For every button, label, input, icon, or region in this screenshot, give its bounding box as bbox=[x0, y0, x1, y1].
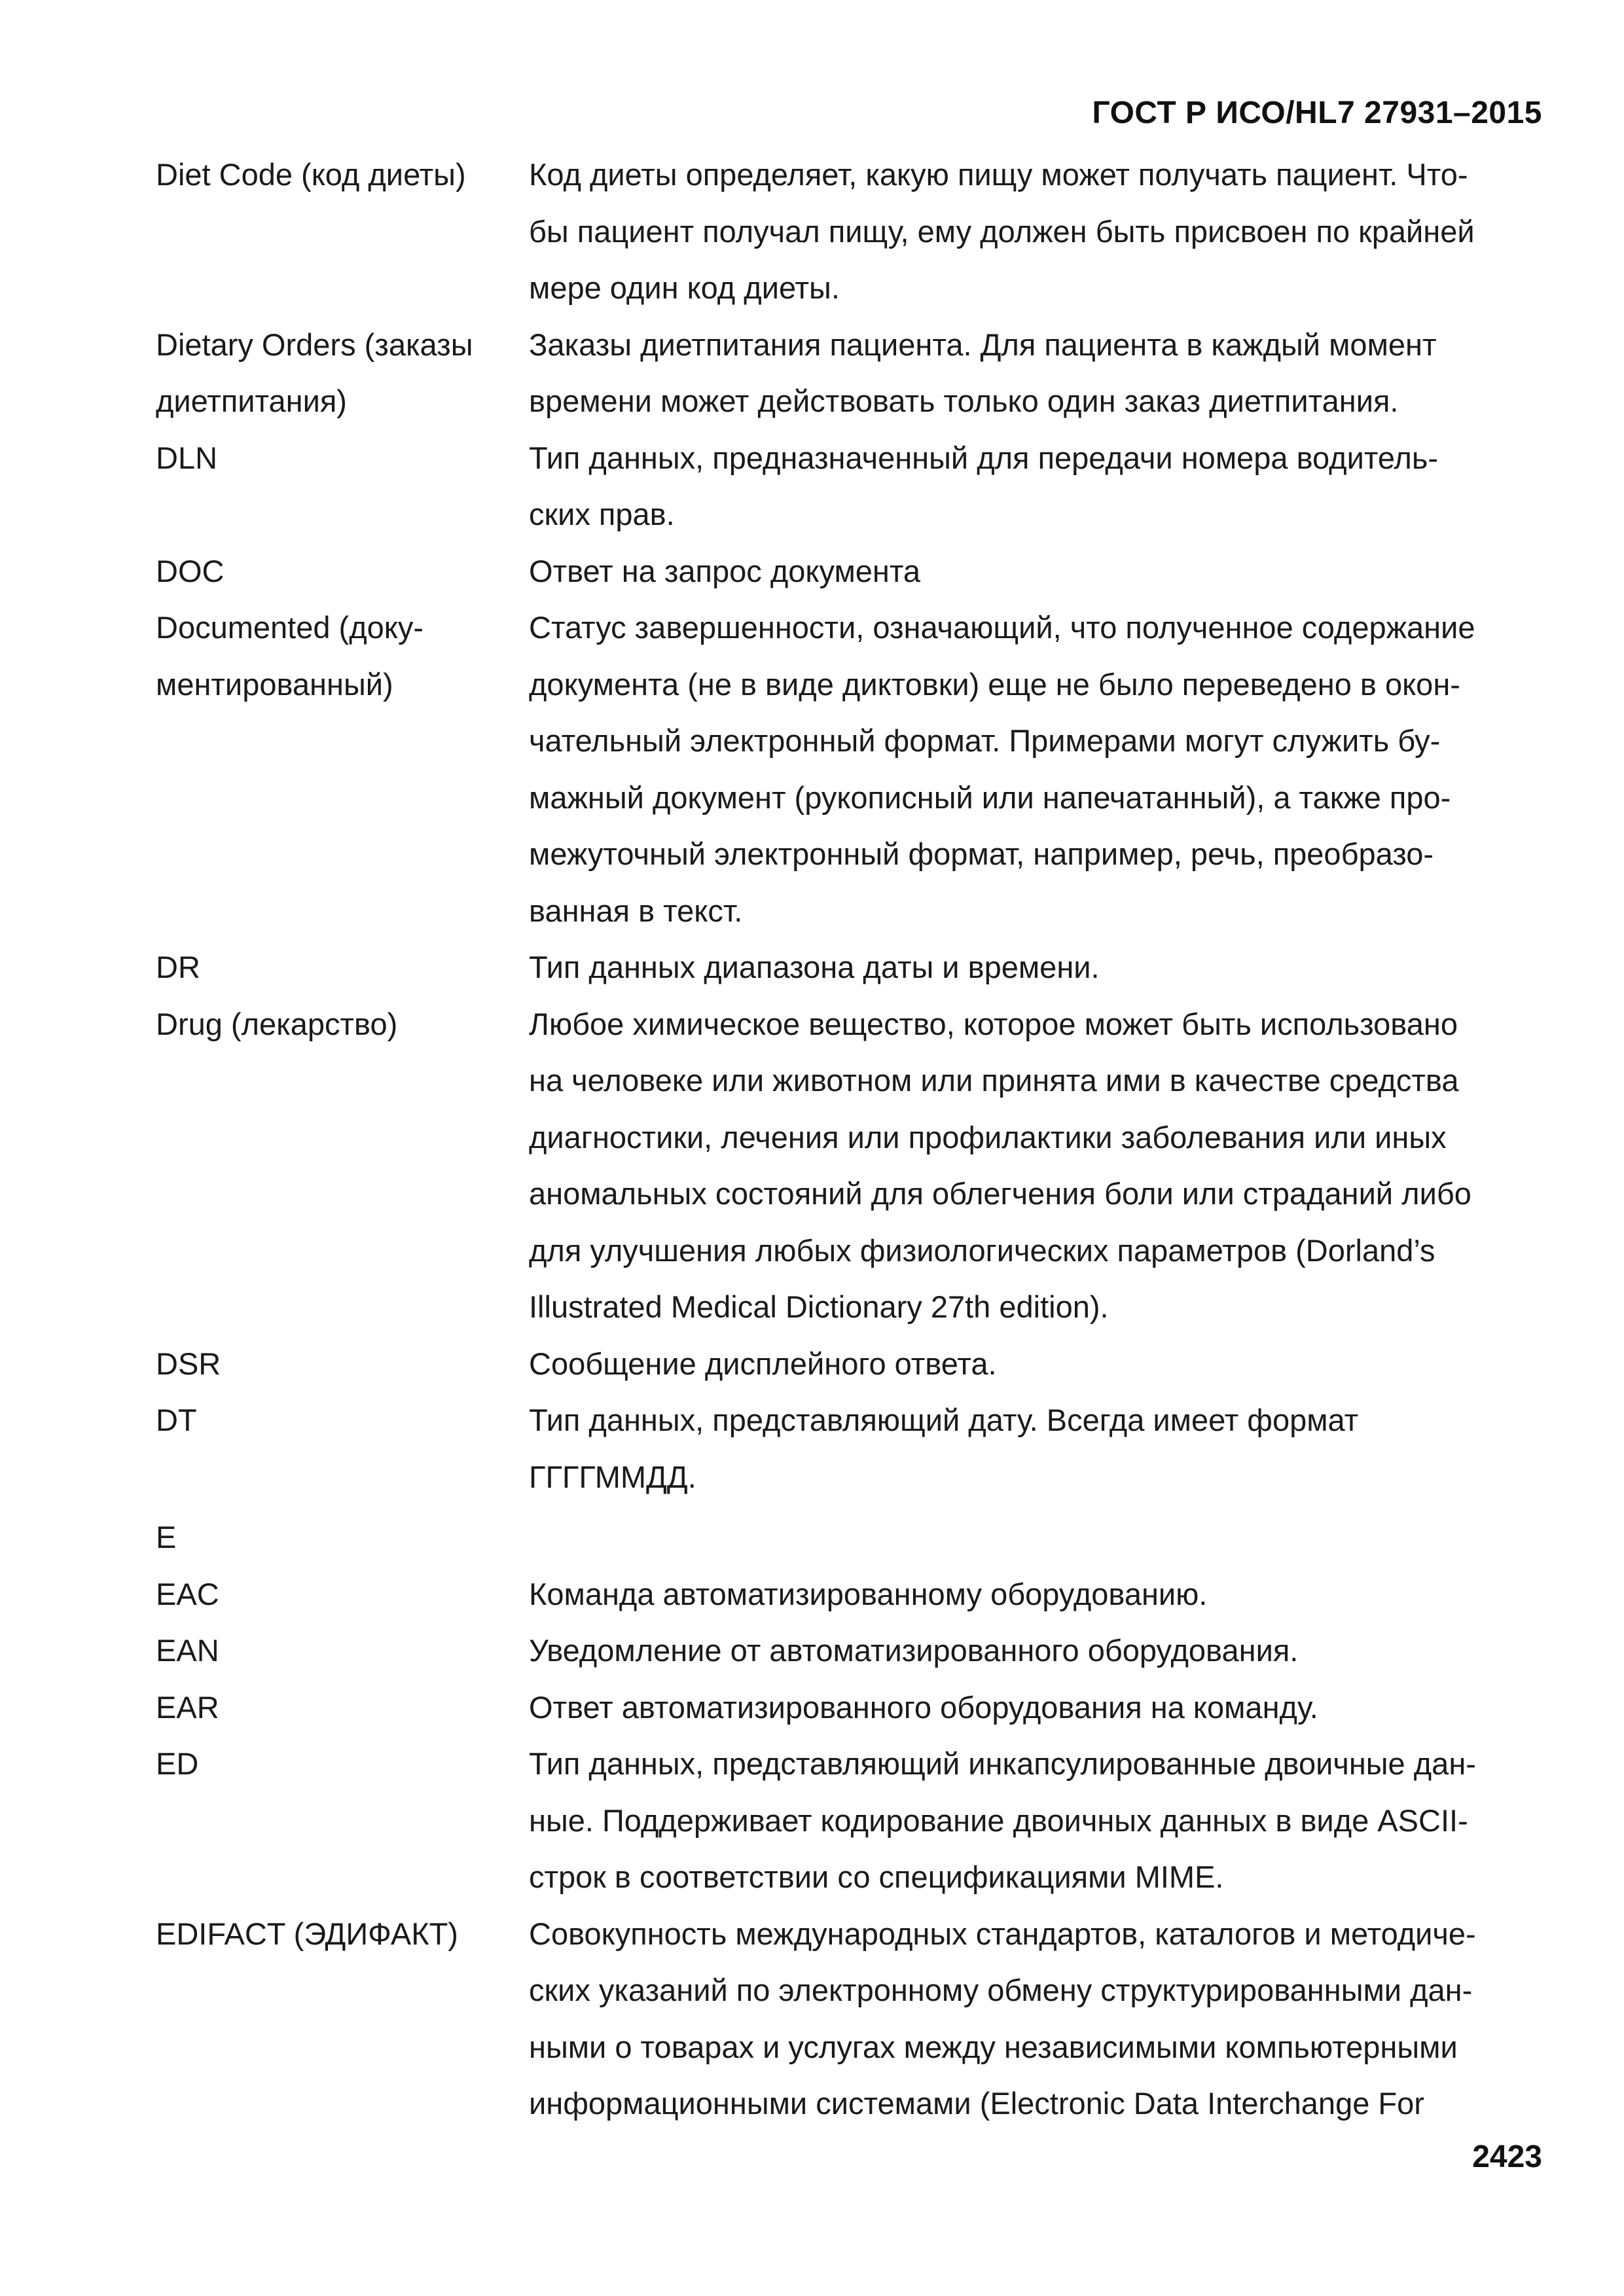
definition-line: ГГГГММДД. bbox=[529, 1459, 696, 1494]
definition-line: документа (не в виде диктовки) еще не было переведено в окон- bbox=[529, 666, 1460, 702]
definition-line: Ответ автоматизированного оборудования на команду. bbox=[529, 1689, 1318, 1725]
page-number: 2423 bbox=[1472, 2140, 1542, 2174]
term-line: ментированный) bbox=[156, 666, 393, 702]
glossary-definition bbox=[529, 1392, 1543, 1505]
term-line: DR bbox=[156, 950, 200, 984]
glossary-definition bbox=[529, 317, 1543, 430]
definition-line: Код диеты определяет, какую пищу может получать пациент. Что- bbox=[529, 157, 1468, 192]
term-line: диетпитания) bbox=[156, 384, 347, 418]
term-line: DSR bbox=[156, 1346, 221, 1381]
section-letter: E bbox=[156, 1520, 177, 1554]
definition-line: чательный электронный формат. Примерами могут служить бу- bbox=[529, 723, 1441, 758]
glossary-definition bbox=[529, 1623, 1543, 1679]
definition-line: межуточный электронный формат, например, речь, преобразо- bbox=[529, 836, 1434, 871]
glossary-entry bbox=[156, 1906, 1543, 2132]
term-line: ED bbox=[156, 1746, 199, 1781]
term-line: Diet Code (код диеты) bbox=[156, 157, 466, 192]
glossary-term bbox=[156, 1906, 529, 1963]
glossary-entry bbox=[156, 1679, 1543, 1736]
definition-line: времени может действовать только один заказ диетпитания. bbox=[529, 384, 1399, 418]
glossary-term bbox=[156, 543, 529, 600]
term-line: EAN bbox=[156, 1633, 219, 1668]
glossary-term bbox=[156, 1392, 529, 1449]
definition-line: мере один код диеты. bbox=[529, 270, 840, 305]
term-line: DOC bbox=[156, 553, 225, 588]
glossary-definition bbox=[529, 1679, 1543, 1736]
glossary-term bbox=[156, 1679, 529, 1736]
glossary-entry bbox=[156, 1392, 1543, 1505]
glossary-entry bbox=[156, 430, 1543, 543]
glossary-definition bbox=[529, 1566, 1543, 1623]
glossary-definition bbox=[529, 1336, 1543, 1393]
definition-line: Любое химическое вещество, которое может быть использовано bbox=[529, 1006, 1458, 1041]
definition-line: ских прав. bbox=[529, 497, 675, 531]
definition-line: ванная в текст. bbox=[529, 893, 743, 928]
glossary-entry bbox=[156, 1623, 1543, 1679]
term-line: EAC bbox=[156, 1576, 219, 1611]
definition-line: Тип данных диапазона даты и времени. bbox=[529, 950, 1100, 984]
definition-line: Совокупность международных стандартов, каталогов и методиче- bbox=[529, 1916, 1476, 1951]
glossary-entry bbox=[156, 317, 1543, 430]
term-line: DLN bbox=[156, 440, 218, 475]
glossary-entry bbox=[156, 939, 1543, 996]
definition-line: Illustrated Medical Dictionary 27th edition). bbox=[529, 1289, 1109, 1324]
definition-line: Заказы диетпитания пациента. Для пациента в каждый момент bbox=[529, 327, 1437, 362]
glossary-entry bbox=[156, 600, 1543, 939]
glossary-definition bbox=[529, 600, 1543, 939]
term-line: DT bbox=[156, 1403, 197, 1437]
glossary-section-e bbox=[156, 1566, 1543, 2132]
glossary-term bbox=[156, 1623, 529, 1679]
glossary-term bbox=[156, 317, 529, 430]
glossary-definition bbox=[529, 996, 1543, 1336]
term-line: Drug (лекарство) bbox=[156, 1006, 398, 1041]
glossary-entry bbox=[156, 1736, 1543, 1906]
glossary-term bbox=[156, 600, 529, 713]
definition-line: информационными системами (Electronic Data Interchange For bbox=[529, 2086, 1424, 2121]
glossary-term bbox=[156, 1566, 529, 1623]
definition-line: Тип данных, предназначенный для передачи номера водитель- bbox=[529, 440, 1438, 475]
glossary-term bbox=[156, 430, 529, 487]
term-line: EAR bbox=[156, 1689, 219, 1725]
term-line: Dietary Orders (заказы bbox=[156, 327, 473, 362]
glossary-entry bbox=[156, 147, 1543, 317]
glossary-definition bbox=[529, 939, 1543, 996]
definition-line: ными о товарах и услугах между независимыми компьютерными bbox=[529, 2029, 1458, 2064]
glossary-definition bbox=[529, 430, 1543, 543]
glossary-entry bbox=[156, 543, 1543, 600]
definition-line: Ответ на запрос документа bbox=[529, 553, 920, 588]
glossary-entry bbox=[156, 1336, 1543, 1393]
glossary-section-d bbox=[156, 147, 1543, 1505]
definition-line: бы пациент получал пищу, ему должен быть присвоен по крайней bbox=[529, 213, 1475, 249]
glossary-term bbox=[156, 147, 529, 204]
definition-line: Статус завершенности, означающий, что полученное содержание bbox=[529, 610, 1475, 645]
definition-line: аномальных состояний для облегчения боли или страданий либо bbox=[529, 1176, 1471, 1211]
glossary-entry bbox=[156, 1566, 1543, 1623]
definition-line: строк в соответствии со спецификациями MIME. bbox=[529, 1859, 1224, 1894]
definition-line: Тип данных, представляющий инкапсулированные двоичные дан- bbox=[529, 1746, 1476, 1781]
definition-line: Команда автоматизированному оборудованию. bbox=[529, 1576, 1208, 1611]
glossary-term bbox=[156, 939, 529, 996]
definition-line: Уведомление от автоматизированного оборудования. bbox=[529, 1633, 1299, 1668]
glossary-term bbox=[156, 996, 529, 1053]
definition-line: для улучшения любых физиологических параметров (Dorland’s bbox=[529, 1232, 1435, 1268]
definition-line: мажный документ (рукописный или напечатанный), а также про- bbox=[529, 780, 1451, 815]
term-line: Documented (доку- bbox=[156, 610, 424, 645]
definition-line: Тип данных, представляющий дату. Всегда имеет формат bbox=[529, 1403, 1359, 1437]
definition-line: ные. Поддерживает кодирование двоичных данных в виде ASCII- bbox=[529, 1803, 1468, 1838]
glossary-definition bbox=[529, 1906, 1543, 2132]
glossary-term bbox=[156, 1336, 529, 1393]
glossary-list bbox=[156, 147, 1543, 2132]
glossary-term bbox=[156, 1736, 529, 1793]
glossary-definition bbox=[529, 543, 1543, 600]
term-line: EDIFACT (ЭДИФАКТ) bbox=[156, 1916, 458, 1951]
definition-line: ских указаний по электронному обмену структурированными дан- bbox=[529, 1973, 1473, 2007]
glossary-definition bbox=[529, 1736, 1543, 1906]
definition-line: Сообщение дисплейного ответа. bbox=[529, 1346, 997, 1381]
definition-line: на человеке или животном или принята ими в качестве средства bbox=[529, 1063, 1459, 1098]
document-header-id: ГОСТ Р ИСО/HL7 27931–2015 bbox=[1092, 96, 1542, 130]
glossary-definition bbox=[529, 147, 1543, 317]
glossary-entry bbox=[156, 996, 1543, 1336]
definition-line: диагностики, лечения или профилактики заболевания или иных bbox=[529, 1119, 1447, 1155]
